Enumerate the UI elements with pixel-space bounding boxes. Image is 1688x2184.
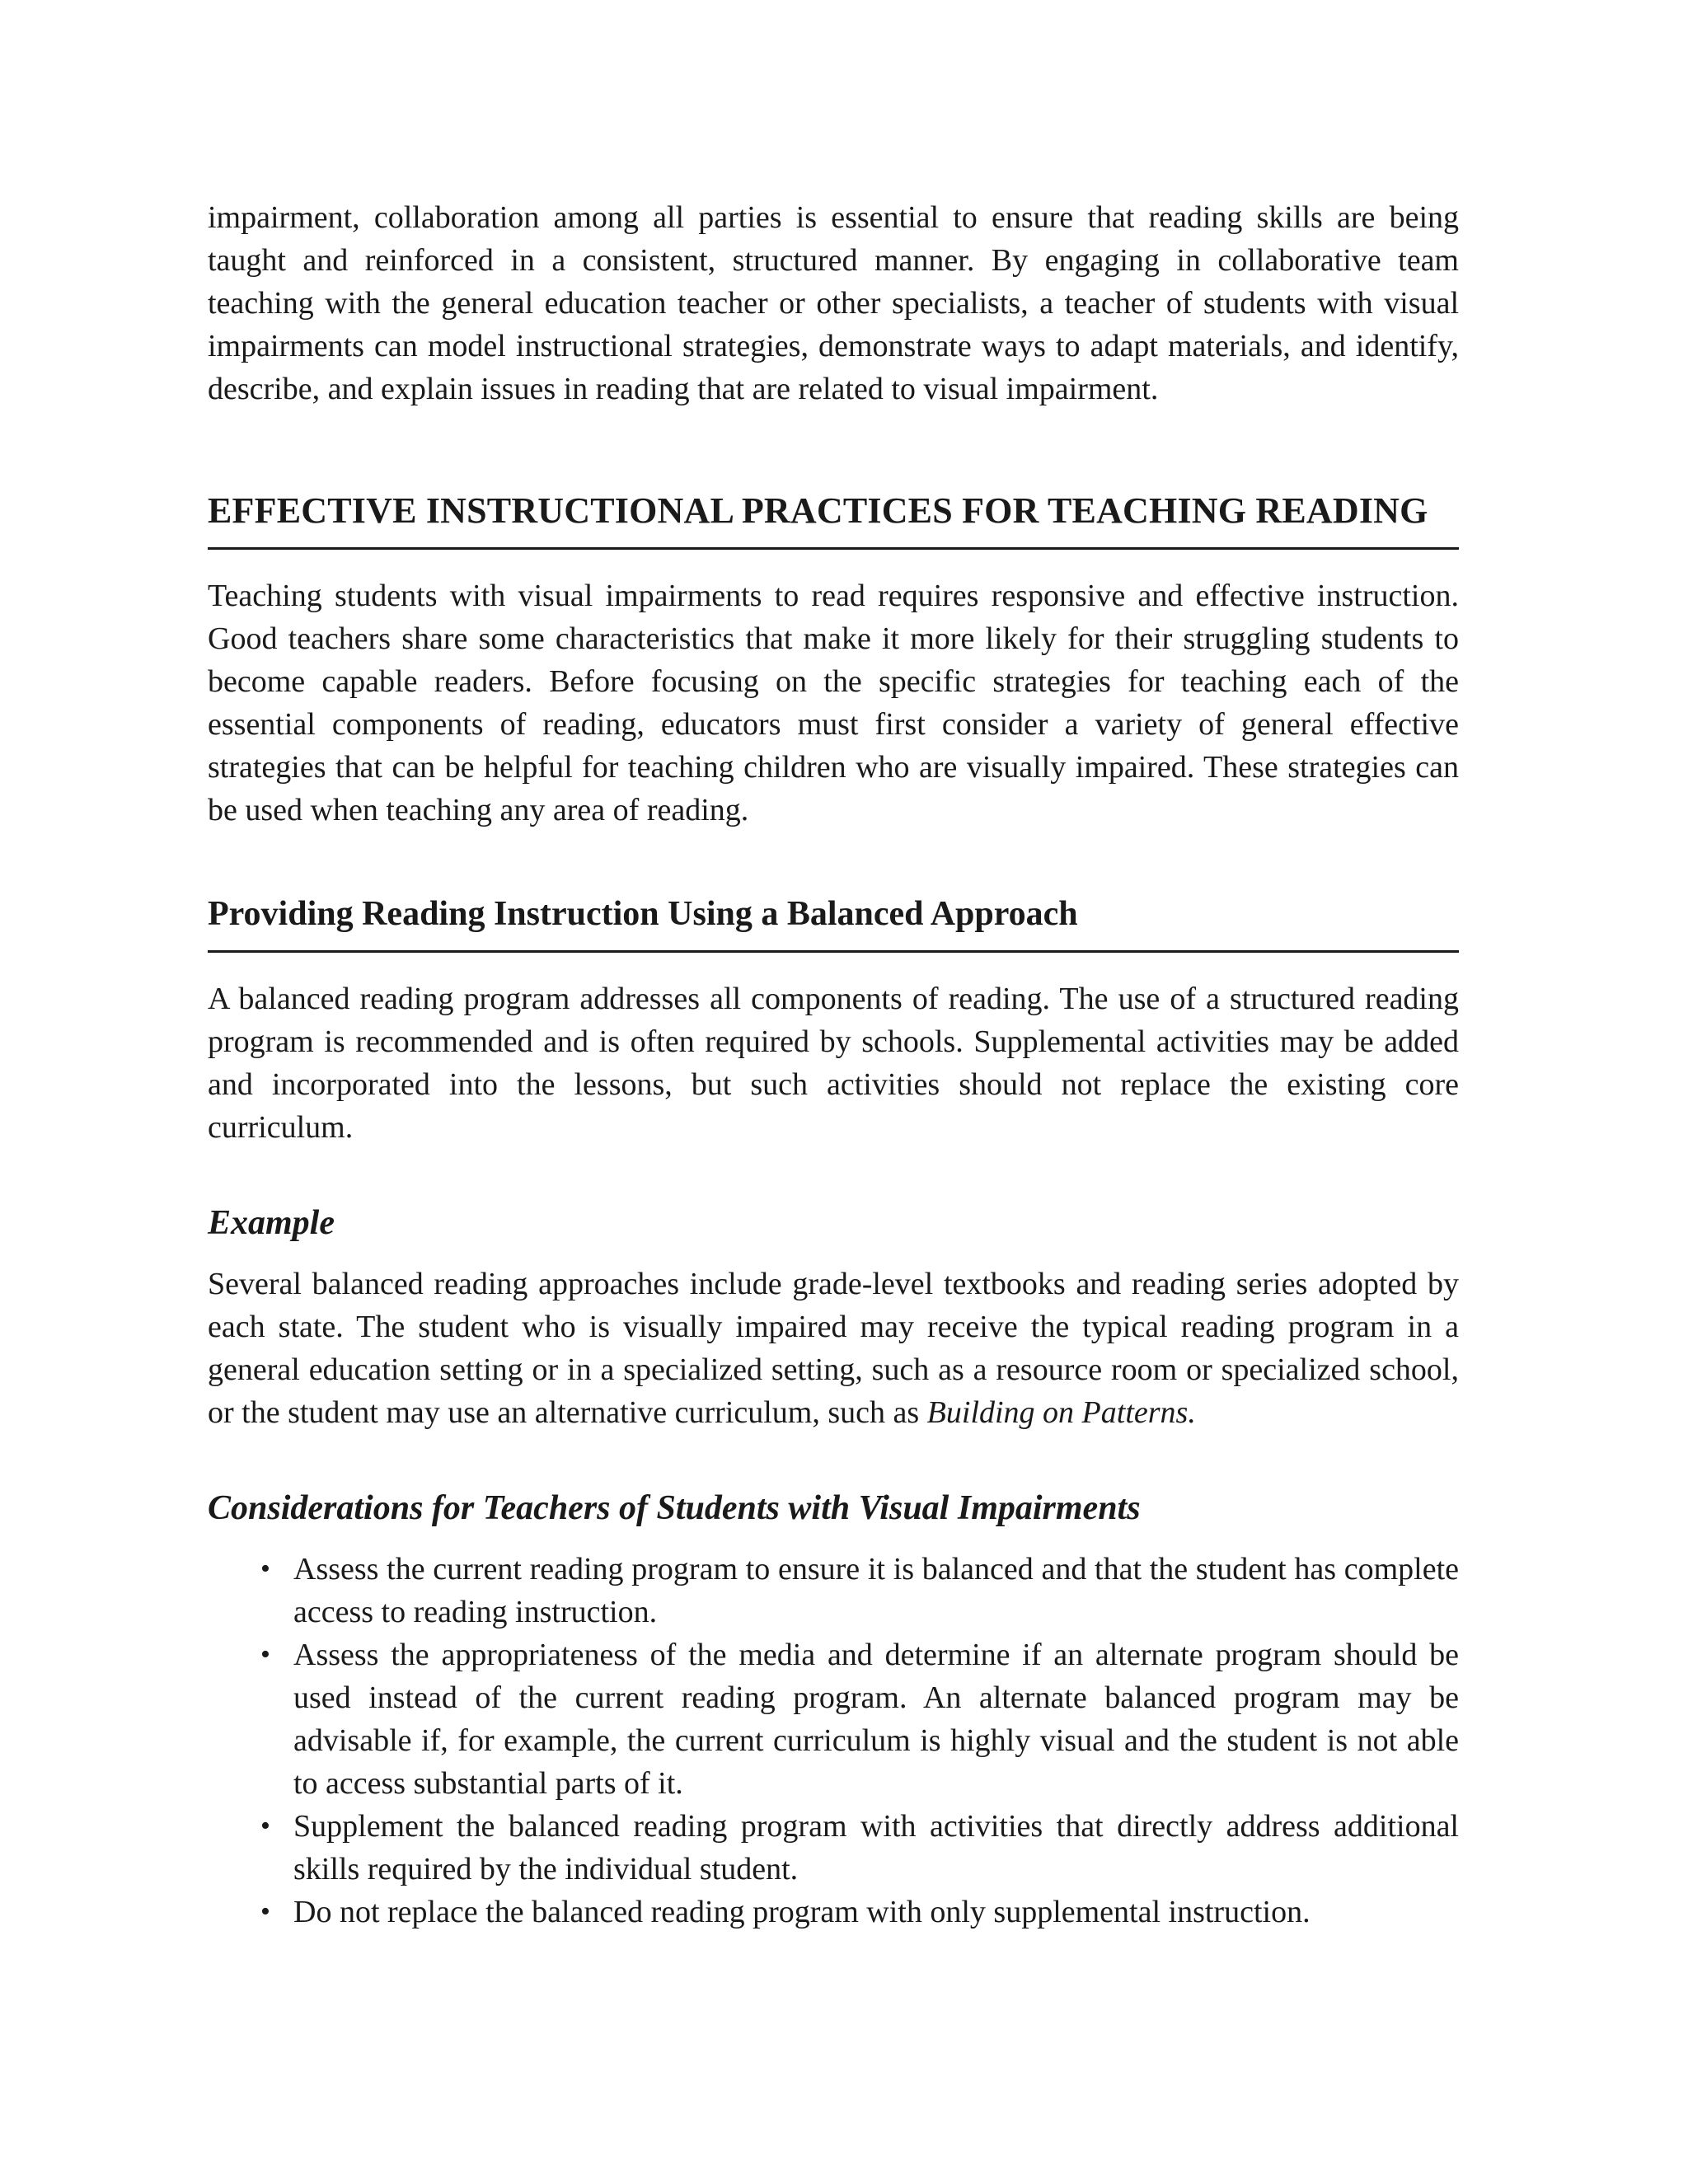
document-page [208,196,1459,1933]
bullet-icon: • [260,1896,270,1927]
list-item [260,1548,1459,1633]
major-section-paragraph: Teaching students with visual impairments to read requires responsive and effective instruction. Good teachers share some characteristics that make it more likely for their struggling students to become capable readers. Before focusing on the specific strategies for teaching each of the essential components of reading, educators must first consider a variety of general effective strategies that can be helpful for teaching children who are visually impaired. These strategies can be used when teaching any area of reading. [208,579,1459,827]
bullet-icon: • [260,1639,270,1670]
bullet-icon: • [260,1554,270,1584]
example-heading: Example [208,1204,335,1242]
balanced-approach-paragraph: A balanced reading program addresses all components of reading. The use of a structured reading program is recommended and is often required by schools. Supplemental activities may be added and incorporated into the lessons, but such activities should not replace the existing core curriculum. [208,982,1459,1145]
major-section-heading: EFFECTIVE INSTRUCTIONAL PRACTICES FOR TEACHING READING [208,490,1459,550]
example-paragraph-text: Several balanced reading approaches include grade-level textbooks and reading series adopted by each state. The student who is visually impaired may receive the typical reading program in a general education setting or in a specialized setting, such as a resource room or specialized school, or the student may use an alternative curriculum, such as [208,1267,1459,1430]
list-item-text: Do not replace the balanced reading program with only supplemental instruction. [293,1895,1311,1929]
considerations-list [208,1548,1459,1933]
list-item-text: Assess the current reading program to ensure it is balanced and that the student has complete access to reading instruction. [293,1552,1459,1629]
example-paragraph [208,1263,1459,1434]
list-item [260,1891,1459,1933]
list-item-text: Supplement the balanced reading program with activities that directly address additional skills required by the individual student. [293,1809,1459,1886]
bullet-icon: • [260,1811,270,1841]
example-title-reference: Building on Patterns. [926,1395,1196,1430]
list-item [260,1805,1459,1891]
list-item-text: Assess the appropriateness of the media and determine if an alternate program should be used instead of the current reading program. An alternate balanced program may be advisable if, for example, the current curriculum is highly visual and the student is not able to access substantial parts of it. [293,1638,1459,1801]
list-item [260,1633,1459,1805]
balanced-approach-heading: Providing Reading Instruction Using a Balanced Approach [208,893,1459,953]
intro-paragraph: impairment, collaboration among all parties is essential to ensure that reading skills are being taught and reinforced in a consistent, structured manner. By engaging in collaborative team teaching with the general education teacher or other specialists, a teacher of students with visual impairments can model instructional strategies, demonstrate ways to adapt materials, and identify, describe, and explain issues in reading that are related to visual impairment. [208,200,1459,406]
considerations-heading: Considerations for Teachers of Students with Visual Impairments [208,1489,1141,1527]
